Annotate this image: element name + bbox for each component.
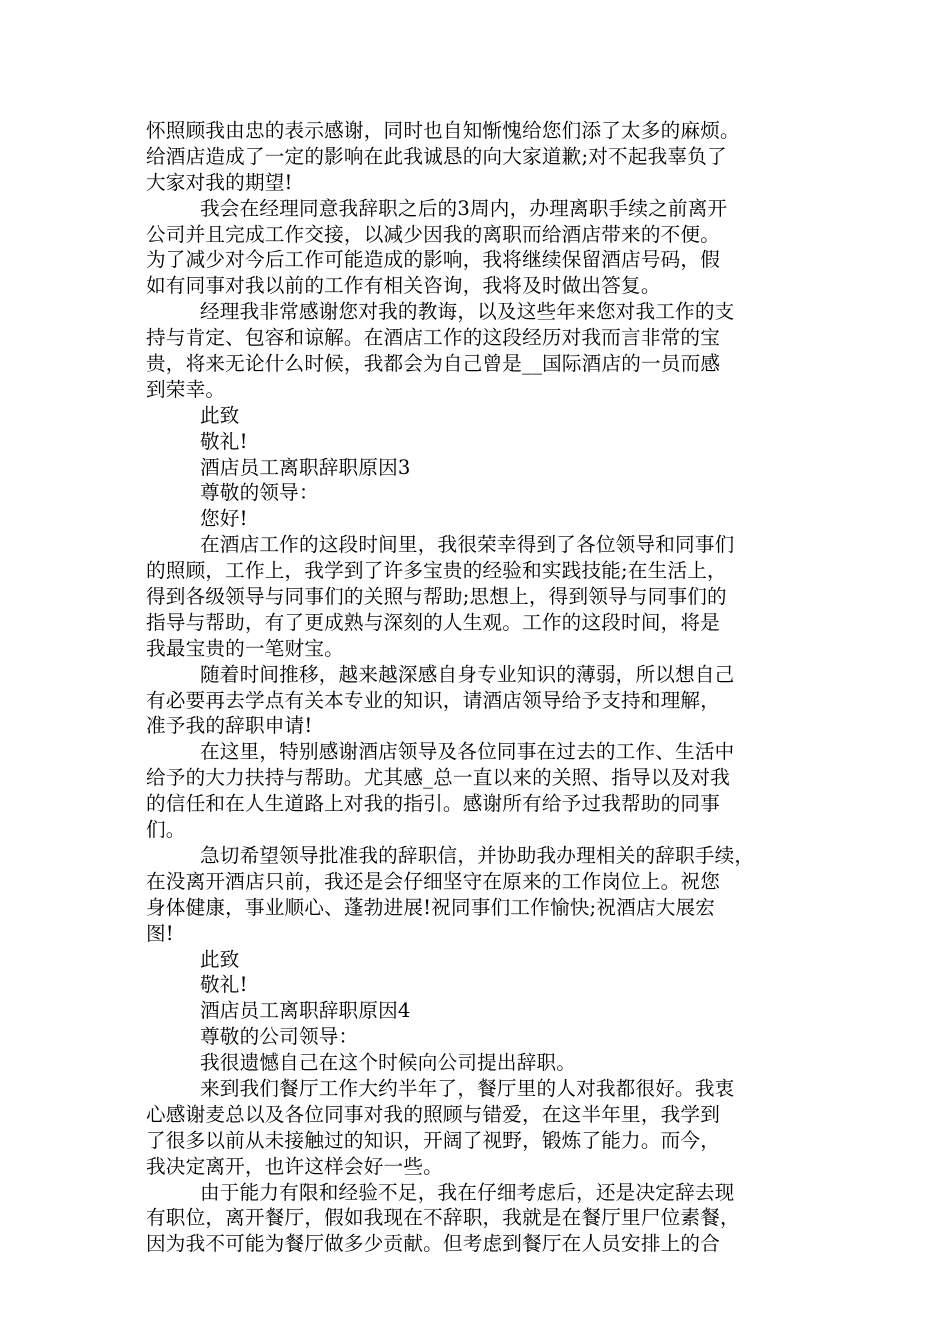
text-line: 指导与帮助，有了更成熟与深刻的人生观。工作的这段时间，将是 — [146, 610, 721, 634]
text-line: 因为我不可能为餐厅做多少贡献。但考虑到餐厅在人员安排上的合 — [146, 1232, 721, 1256]
text-line: 贵，将来无论什么时候，我都会为自己曾是__国际酒店的一员而感 — [146, 352, 721, 376]
text-line: 在没离开酒店只前，我还是会仔细坚守在原来的工作岗位上。祝您 — [146, 869, 721, 893]
text-line: 图! — [146, 921, 174, 945]
text-line: 心感谢麦总以及各位同事对我的照顾与错爱，在这半年里，我学到 — [146, 1102, 721, 1126]
text-line: 由于能力有限和经验不足，我在仔细考虑后，还是决定辞去现 — [200, 1180, 735, 1204]
text-line: 随着时间推移，越来越深感自身专业知识的薄弱，所以想自己 — [200, 662, 735, 686]
text-line: 准予我的辞职申请! — [146, 714, 313, 738]
text-line: 身体健康，事业顺心、蓬勃进展!祝同事们工作愉快;祝酒店大展宏 — [146, 895, 716, 919]
text-line: 了很多以前从未接触过的知识，开阔了视野，锻炼了能力。而今， — [146, 1128, 721, 1152]
text-line: 在这里，特别感谢酒店领导及各位同事在过去的工作、生活中 — [200, 740, 735, 764]
text-line: 酒店员工离职辞职原因3 — [200, 455, 411, 479]
text-line: 我会在经理同意我辞职之后的3周内，办理离职手续之前离开 — [200, 196, 728, 220]
text-line: 们。 — [146, 818, 186, 842]
text-line: 公司并且完成工作交接，以减少因我的离职而给酒店带来的不便。 — [146, 222, 721, 246]
document-body — [146, 118, 826, 1257]
text-line: 的信任和在人生道路上对我的指引。感谢所有给予过我帮助的同事 — [146, 792, 721, 816]
text-line: 大家对我的期望! — [146, 170, 293, 194]
text-line: 有必要再去学点有关本专业的知识，请酒店领导给予支持和理解， — [146, 688, 721, 712]
text-line: 我很遗憾自己在这个时候向公司提出辞职。 — [200, 1051, 577, 1075]
text-line: 如有同事对我以前的工作有相关咨询，我将及时做出答复。 — [146, 274, 661, 298]
text-line: 在酒店工作的这段时间里，我很荣幸得到了各位领导和同事们 — [200, 533, 735, 557]
text-line: 您好! — [200, 507, 248, 531]
text-line: 此致 — [200, 947, 240, 971]
text-line: 给予的大力扶持与帮助。尤其感_总一直以来的关照、指导以及对我 — [146, 766, 731, 790]
text-line: 持与肯定、包容和谅解。在酒店工作的这段经历对我而言非常的宝 — [146, 326, 721, 350]
text-line: 经理我非常感谢您对我的教诲，以及这些年来您对我工作的支 — [200, 300, 735, 324]
text-line: 有职位，离开餐厅，假如我现在不辞职，我就是在餐厅里尸位素餐， — [146, 1206, 740, 1230]
text-line: 给酒店造成了一定的影响在此我诚恳的向大家道歉;对不起我辜负了 — [146, 144, 727, 168]
text-line: 的照顾，工作上，我学到了许多宝贵的经验和实践技能;在生活上， — [146, 559, 727, 583]
text-line: 尊敬的公司领导： — [200, 1025, 359, 1049]
text-line: 到荣幸。 — [146, 377, 226, 401]
text-line: 酒店员工离职辞职原因4 — [200, 999, 411, 1023]
text-line: 得到各级领导与同事们的关照与帮助;思想上，得到领导与同事们的 — [146, 585, 727, 609]
text-line: 敬礼! — [200, 429, 248, 453]
text-line: 敬礼! — [200, 973, 248, 997]
text-line: 急切希望领导批准我的辞职信，并协助我办理相关的辞职手续， — [200, 843, 755, 867]
text-line: 我决定离开，也许这样会好一些。 — [146, 1154, 443, 1178]
text-line: 此致 — [200, 403, 240, 427]
text-line: 为了减少对今后工作可能造成的影响，我将继续保留酒店号码，假 — [146, 248, 721, 272]
text-line: 我最宝贵的一笔财宝。 — [146, 636, 344, 660]
text-line: 怀照顾我由忠的表示感谢，同时也自知惭愧给您们添了太多的麻烦。 — [146, 119, 740, 142]
text-line: 来到我们餐厅工作大约半年了，餐厅里的人对我都很好。我衷 — [200, 1076, 735, 1100]
text-line: 尊敬的领导： — [200, 481, 319, 505]
